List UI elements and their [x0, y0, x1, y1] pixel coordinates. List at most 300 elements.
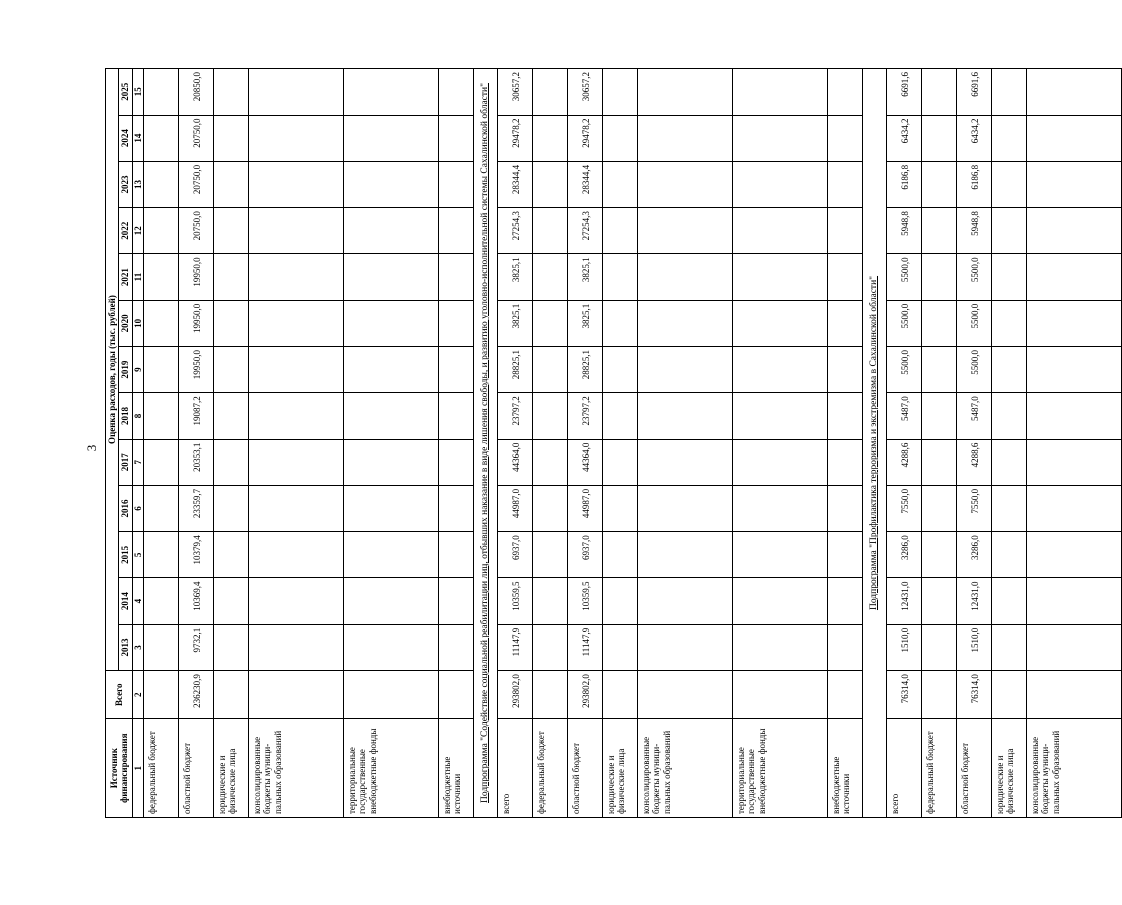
table-row: [532, 69, 567, 818]
table-row: [956, 69, 991, 818]
row-total: 293802,0: [497, 671, 532, 719]
row-value: [439, 115, 474, 161]
header-year: 2016: [119, 485, 132, 531]
table-row: [567, 69, 602, 818]
table-row: [497, 69, 532, 818]
row-total: [827, 671, 862, 719]
row-value: [991, 208, 1026, 254]
row-value: [921, 347, 956, 393]
row-value: [1026, 208, 1121, 254]
row-value: [249, 254, 344, 300]
row-value: [827, 624, 862, 670]
row-value: 28344,4: [567, 161, 602, 207]
row-value: [249, 161, 344, 207]
row-value: [991, 300, 1026, 346]
header-index: 12: [132, 208, 143, 254]
row-value: 44987,0: [497, 485, 532, 531]
row-value: [1026, 161, 1121, 207]
row-value: 19950,0: [179, 347, 214, 393]
row-value: 3825,1: [497, 300, 532, 346]
header-index-row: [132, 69, 143, 818]
row-value: [144, 439, 179, 485]
row-value: [827, 300, 862, 346]
row-value: [532, 347, 567, 393]
row-label: областной бюджет: [179, 719, 214, 818]
row-value: [214, 624, 249, 670]
row-value: [144, 254, 179, 300]
row-label: федеральный бюджет: [921, 719, 956, 818]
row-value: [439, 578, 474, 624]
row-value: [214, 254, 249, 300]
header-year: 2015: [119, 532, 132, 578]
row-value: [921, 208, 956, 254]
row-value: [144, 69, 179, 116]
row-value: 19087,2: [179, 393, 214, 439]
row-value: [1026, 115, 1121, 161]
row-value: [1026, 69, 1121, 116]
header-year: 2013: [119, 624, 132, 670]
page-number: 3: [84, 444, 99, 452]
row-value: [991, 624, 1026, 670]
row-value: [1026, 347, 1121, 393]
table-row: [921, 69, 956, 818]
row-value: [439, 532, 474, 578]
row-value: [732, 69, 827, 116]
header-index: 13: [132, 161, 143, 207]
row-value: 28825,1: [567, 347, 602, 393]
row-value: 10359,5: [567, 578, 602, 624]
row-value: [249, 393, 344, 439]
row-value: [602, 439, 637, 485]
row-value: 20353,1: [179, 439, 214, 485]
header-index: 3: [132, 624, 143, 670]
row-value: 3825,1: [567, 254, 602, 300]
row-value: [1026, 254, 1121, 300]
row-value: [991, 485, 1026, 531]
row-value: [637, 578, 732, 624]
row-value: [602, 254, 637, 300]
row-value: 6186,8: [886, 161, 921, 207]
row-label: областной бюджет: [567, 719, 602, 818]
row-value: [732, 161, 827, 207]
row-value: [732, 532, 827, 578]
header-index: 6: [132, 485, 143, 531]
header-source: Источник финансирования: [106, 719, 133, 818]
row-value: [637, 69, 732, 116]
row-value: [532, 439, 567, 485]
row-value: 44364,0: [497, 439, 532, 485]
row-value: 5500,0: [886, 300, 921, 346]
table-row: [991, 69, 1026, 818]
row-value: [144, 485, 179, 531]
row-value: 3286,0: [956, 532, 991, 578]
header-index: 8: [132, 393, 143, 439]
row-value: 44987,0: [567, 485, 602, 531]
row-value: 23797,2: [567, 393, 602, 439]
row-value: [732, 439, 827, 485]
row-value: [144, 300, 179, 346]
row-value: [637, 115, 732, 161]
row-value: [249, 439, 344, 485]
row-value: [827, 485, 862, 531]
table-row: [439, 69, 474, 818]
row-value: [249, 208, 344, 254]
row-value: [249, 115, 344, 161]
row-label: юридические и физические лица: [602, 719, 637, 818]
row-value: [991, 439, 1026, 485]
row-label: внебюджетные источники: [827, 719, 862, 818]
row-value: [732, 300, 827, 346]
row-value: [532, 300, 567, 346]
row-value: 6186,8: [956, 161, 991, 207]
row-value: [344, 208, 439, 254]
row-value: [144, 578, 179, 624]
row-value: [344, 578, 439, 624]
row-value: 30657,2: [497, 69, 532, 116]
row-value: 20750,0: [179, 161, 214, 207]
row-value: [732, 485, 827, 531]
row-value: [732, 393, 827, 439]
row-label: внебюджетные источники: [439, 719, 474, 818]
row-total: [532, 671, 567, 719]
row-value: [532, 532, 567, 578]
row-value: 29478,2: [567, 115, 602, 161]
row-value: 5487,0: [956, 393, 991, 439]
header-year: 2023: [119, 161, 132, 207]
row-value: 3286,0: [886, 532, 921, 578]
row-value: 3825,1: [567, 300, 602, 346]
row-value: 30657,2: [567, 69, 602, 116]
row-value: [732, 578, 827, 624]
row-value: 6691,6: [886, 69, 921, 116]
row-value: [144, 115, 179, 161]
row-value: [602, 532, 637, 578]
row-value: 5500,0: [886, 347, 921, 393]
row-value: [921, 69, 956, 116]
row-value: [637, 439, 732, 485]
table-row: [732, 69, 827, 818]
row-value: [637, 393, 732, 439]
row-label: областной бюджет: [956, 719, 991, 818]
row-value: [827, 254, 862, 300]
budget-table: [105, 68, 1122, 818]
row-label: территориальные государственные внебюджетные фонды: [732, 719, 827, 818]
row-label: федеральный бюджет: [532, 719, 567, 818]
row-value: [439, 624, 474, 670]
row-value: [214, 161, 249, 207]
table-row: [1026, 69, 1121, 818]
row-value: [921, 393, 956, 439]
row-label: федеральный бюджет: [144, 719, 179, 818]
row-value: 20750,0: [179, 115, 214, 161]
row-value: 6434,2: [956, 115, 991, 161]
row-value: [921, 485, 956, 531]
header-index: 15: [132, 69, 143, 116]
row-value: 10379,4: [179, 532, 214, 578]
row-value: 7550,0: [886, 485, 921, 531]
row-total: [1026, 671, 1121, 719]
table-row: [144, 69, 179, 818]
row-value: 28825,1: [497, 347, 532, 393]
header-year: 2018: [119, 393, 132, 439]
row-value: [921, 115, 956, 161]
row-value: 7550,0: [956, 485, 991, 531]
row-value: [602, 485, 637, 531]
row-total: 293802,0: [567, 671, 602, 719]
row-value: [732, 208, 827, 254]
row-value: [249, 300, 344, 346]
row-value: 6434,2: [886, 115, 921, 161]
row-value: [602, 393, 637, 439]
row-value: [827, 578, 862, 624]
row-value: [637, 532, 732, 578]
row-value: [991, 532, 1026, 578]
row-value: 27254,3: [567, 208, 602, 254]
header-index: 10: [132, 300, 143, 346]
row-value: [214, 393, 249, 439]
row-value: 12431,0: [956, 578, 991, 624]
table-row: [344, 69, 439, 818]
header-year: 2020: [119, 300, 132, 346]
row-value: [827, 393, 862, 439]
row-value: [921, 439, 956, 485]
row-value: [344, 69, 439, 116]
row-value: 5948,8: [956, 208, 991, 254]
row-value: [732, 115, 827, 161]
row-value: [532, 624, 567, 670]
row-value: [827, 69, 862, 116]
header-year: 2014: [119, 578, 132, 624]
rotated-table-container: [105, 68, 1122, 818]
row-value: 5500,0: [956, 254, 991, 300]
row-value: [1026, 485, 1121, 531]
row-value: [439, 300, 474, 346]
row-value: [144, 347, 179, 393]
row-value: [344, 439, 439, 485]
header-year: 2019: [119, 347, 132, 393]
row-value: [144, 624, 179, 670]
row-value: [214, 300, 249, 346]
row-total: 76314,0: [886, 671, 921, 719]
row-value: [827, 347, 862, 393]
row-value: [532, 69, 567, 116]
row-value: [214, 208, 249, 254]
row-value: [532, 578, 567, 624]
row-value: [602, 578, 637, 624]
row-value: [827, 161, 862, 207]
table-row: [602, 69, 637, 818]
row-value: [144, 208, 179, 254]
row-total: [991, 671, 1026, 719]
row-value: [532, 208, 567, 254]
row-value: 9732,1: [179, 624, 214, 670]
header-year: 2021: [119, 254, 132, 300]
row-label: всего: [497, 719, 532, 818]
row-value: [439, 347, 474, 393]
row-value: 11147,9: [497, 624, 532, 670]
row-value: 1510,0: [956, 624, 991, 670]
row-total: [249, 671, 344, 719]
row-value: [249, 347, 344, 393]
table-row: [637, 69, 732, 818]
row-value: 4288,6: [956, 439, 991, 485]
row-value: [991, 393, 1026, 439]
header-index: 2: [132, 671, 143, 719]
row-value: [921, 161, 956, 207]
subprogram-row: [862, 69, 886, 818]
row-value: [249, 624, 344, 670]
row-value: [1026, 578, 1121, 624]
row-value: [991, 115, 1026, 161]
table-row: [886, 69, 921, 818]
row-value: [532, 254, 567, 300]
row-label: консолидированные бюджеты муници- пальных образований: [249, 719, 344, 818]
row-value: [602, 624, 637, 670]
row-value: [921, 624, 956, 670]
row-value: [344, 532, 439, 578]
row-label: юридические и физические лица: [991, 719, 1026, 818]
row-value: [602, 69, 637, 116]
row-value: [827, 208, 862, 254]
header-year: 2025: [119, 69, 132, 116]
row-value: 10359,5: [497, 578, 532, 624]
row-value: [602, 115, 637, 161]
row-value: 20750,0: [179, 208, 214, 254]
row-total: [602, 671, 637, 719]
row-value: [637, 208, 732, 254]
row-total: [921, 671, 956, 719]
row-value: [144, 161, 179, 207]
header-index: 14: [132, 115, 143, 161]
row-label: всего: [886, 719, 921, 818]
row-label: консолидированные бюджеты муници- пальных образований: [637, 719, 732, 818]
row-value: [1026, 532, 1121, 578]
subprogram-title: Подпрограмма "Содействие социальной реабилитации лиц, отбывших наказание в виде лишения свободы, и развитию уголовно-исполнительной системы Сахалинской области": [474, 69, 498, 818]
row-value: [637, 624, 732, 670]
row-value: [249, 578, 344, 624]
row-value: [732, 347, 827, 393]
row-total: [732, 671, 827, 719]
row-value: [214, 578, 249, 624]
row-value: 28344,4: [497, 161, 532, 207]
row-value: [637, 254, 732, 300]
row-value: [214, 69, 249, 116]
row-value: 5948,8: [886, 208, 921, 254]
row-value: [439, 69, 474, 116]
subprogram-row: [474, 69, 498, 818]
row-total: 76314,0: [956, 671, 991, 719]
row-value: [921, 532, 956, 578]
header-index: 7: [132, 439, 143, 485]
row-value: [602, 300, 637, 346]
header-year: 2024: [119, 115, 132, 161]
row-value: [991, 347, 1026, 393]
row-value: 6691,6: [956, 69, 991, 116]
row-value: [921, 578, 956, 624]
row-value: [602, 347, 637, 393]
row-total: [439, 671, 474, 719]
header-index: 9: [132, 347, 143, 393]
row-value: [344, 161, 439, 207]
row-value: [439, 439, 474, 485]
row-value: 5500,0: [886, 254, 921, 300]
row-value: [732, 624, 827, 670]
table-row: [179, 69, 214, 818]
row-value: [602, 208, 637, 254]
subprogram-title: Подпрограмма "Профилактика терроризма и экстремизма в Сахалинской области": [862, 69, 886, 818]
row-value: [249, 532, 344, 578]
row-value: [1026, 393, 1121, 439]
row-value: [532, 393, 567, 439]
row-value: [344, 300, 439, 346]
row-value: [344, 624, 439, 670]
row-value: [637, 485, 732, 531]
row-value: [991, 578, 1026, 624]
header-year: 2017: [119, 439, 132, 485]
row-value: [344, 115, 439, 161]
row-value: [344, 347, 439, 393]
row-label: юридические и физические лица: [214, 719, 249, 818]
row-value: [991, 161, 1026, 207]
row-label: территориальные государственные внебюджетные фонды: [344, 719, 439, 818]
table-body: [144, 69, 1122, 818]
row-value: [827, 115, 862, 161]
row-value: [921, 300, 956, 346]
row-value: [637, 347, 732, 393]
row-value: [214, 532, 249, 578]
row-value: 12431,0: [886, 578, 921, 624]
row-value: [921, 254, 956, 300]
row-value: 27254,3: [497, 208, 532, 254]
row-total: [637, 671, 732, 719]
row-total: [214, 671, 249, 719]
row-value: [214, 485, 249, 531]
row-value: [991, 254, 1026, 300]
row-value: 44364,0: [567, 439, 602, 485]
row-value: [1026, 439, 1121, 485]
row-value: [344, 485, 439, 531]
header-index: 1: [132, 719, 143, 818]
row-value: [602, 161, 637, 207]
row-value: 19950,0: [179, 300, 214, 346]
row-total: [344, 671, 439, 719]
table-row: [249, 69, 344, 818]
row-value: [532, 161, 567, 207]
header-estimate-title: Оценка расходов, годы (тыс. рублей): [106, 69, 119, 671]
row-value: [439, 485, 474, 531]
row-value: 19950,0: [179, 254, 214, 300]
row-value: [439, 208, 474, 254]
row-value: [1026, 300, 1121, 346]
header-index: 5: [132, 532, 143, 578]
row-value: [991, 69, 1026, 116]
row-value: 23359,7: [179, 485, 214, 531]
header-year: 2022: [119, 208, 132, 254]
row-value: [827, 532, 862, 578]
row-value: [214, 347, 249, 393]
header-index: 4: [132, 578, 143, 624]
row-total: 236230,9: [179, 671, 214, 719]
row-value: [439, 254, 474, 300]
row-value: [144, 393, 179, 439]
row-value: 1510,0: [886, 624, 921, 670]
row-value: [637, 300, 732, 346]
row-value: [532, 485, 567, 531]
table-row: [214, 69, 249, 818]
row-value: 11147,9: [567, 624, 602, 670]
header-total: Всего: [106, 671, 133, 719]
row-value: [732, 254, 827, 300]
